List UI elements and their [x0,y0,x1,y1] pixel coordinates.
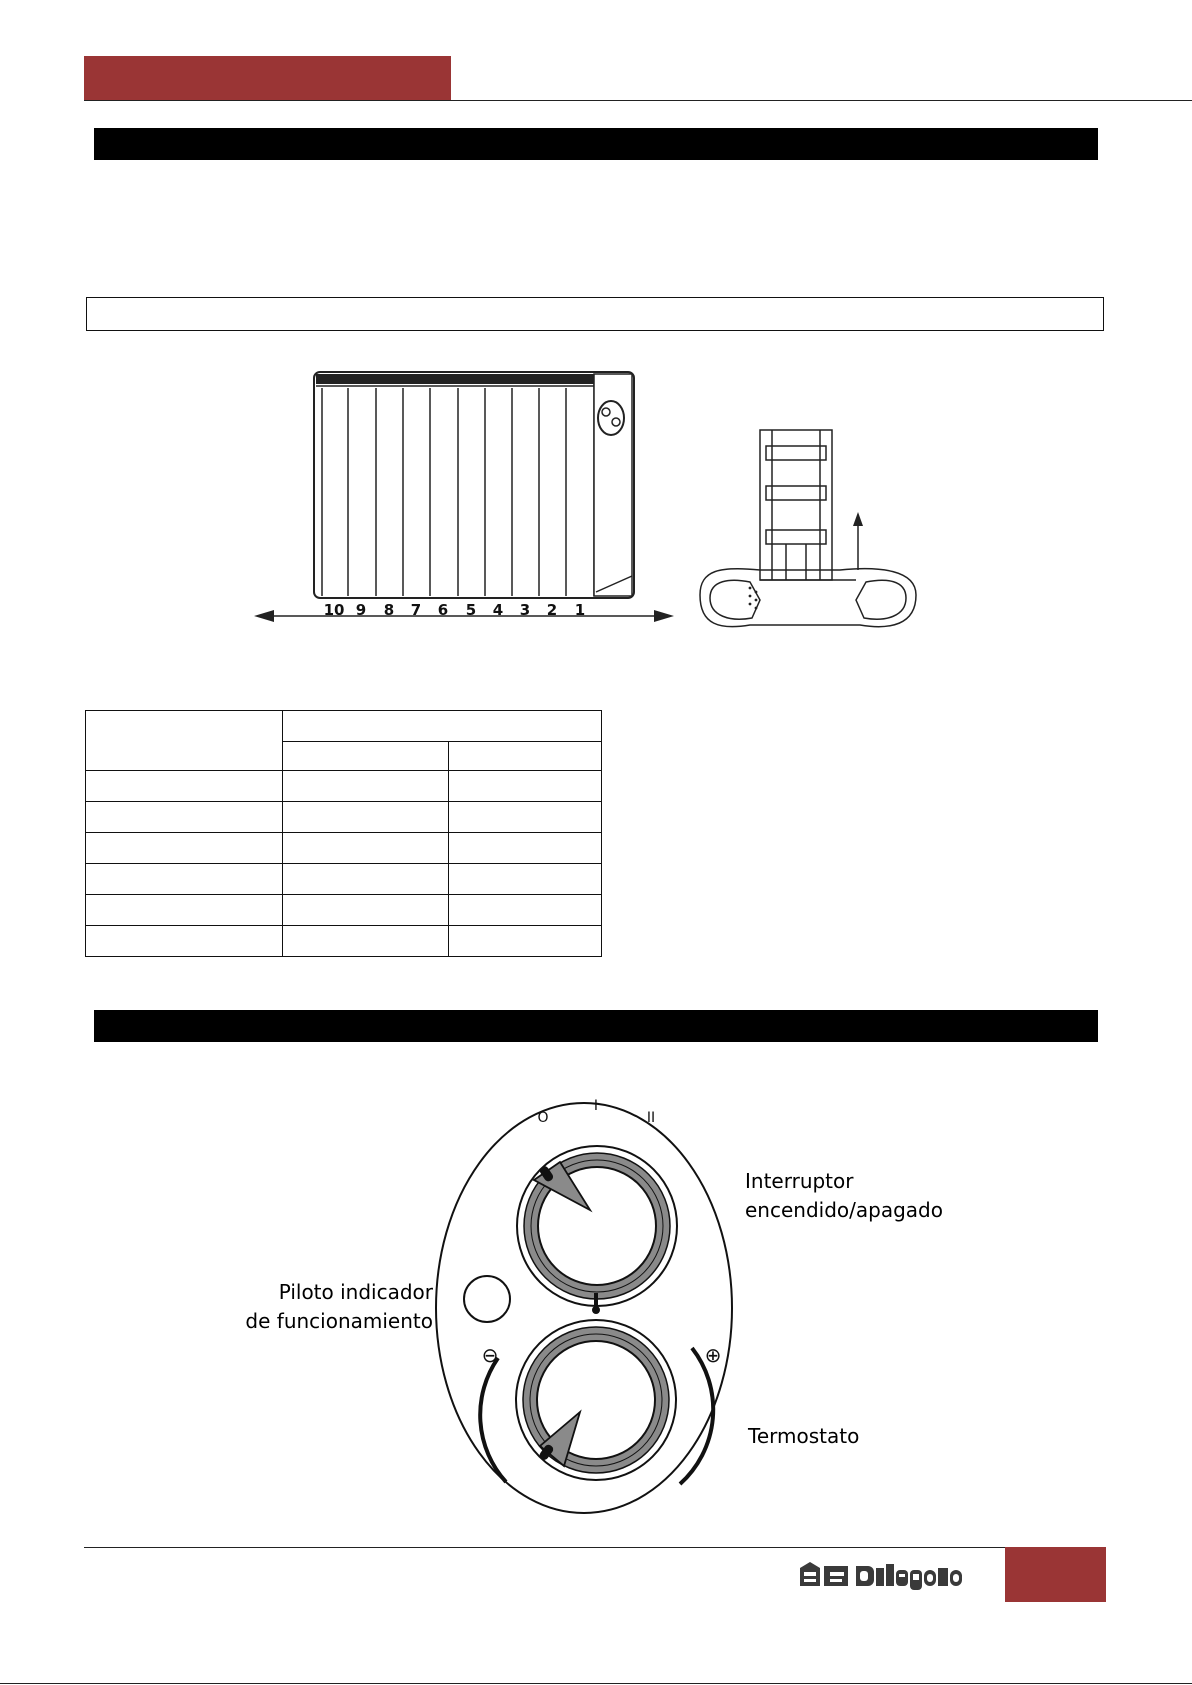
pilot-label-line1: Piloto indicador [278,1280,433,1304]
element-number: 9 [355,601,367,619]
pilot-lamp-icon [464,1276,510,1322]
table-header-cell [448,742,601,771]
radiator-foot-illustration [680,420,940,640]
element-number: 2 [546,601,558,619]
bottom-rule [0,1683,1192,1684]
radiator-front-illustration [250,364,680,634]
element-number: 6 [437,601,449,619]
thermostat-label: Termostato [748,1424,860,1448]
table-header-cell [283,711,602,742]
switch-mark-off: O [537,1110,549,1126]
header-tab [84,56,451,100]
control-panel-illustration [430,1098,740,1518]
minus-icon: ⊖ [481,1343,499,1367]
pilot-callout [220,1278,433,1336]
element-number: 3 [519,601,531,619]
switch-mark-2: II [646,1110,656,1126]
table-header-cell [86,711,283,771]
footer-page-tab [1005,1547,1106,1602]
table-row [86,833,602,864]
table-row [86,802,602,833]
element-number: 8 [383,601,395,619]
plus-icon: ⊕ [704,1343,722,1367]
thermostat-dial [516,1320,676,1480]
table-row [86,771,602,802]
orbegozo-logo-icon [798,1560,993,1590]
switch-mark-1: I [593,1098,599,1114]
pilot-label-line2: de funcionamiento [245,1309,433,1333]
element-number: 4 [492,601,504,619]
footer-rule [84,1547,1006,1548]
table-row [86,895,602,926]
header-rule [84,100,1192,101]
element-number: 5 [465,601,477,619]
spec-table [85,710,602,957]
switch-label-line1: Interruptor [745,1169,854,1193]
section-bar-assembly [94,128,1098,160]
switch-label-line2: encendido/apagado [745,1198,943,1222]
table-row [86,926,602,957]
element-number: 10 [323,601,345,619]
table-row [86,864,602,895]
element-number: 7 [410,601,422,619]
table-header-cell [283,742,449,771]
power-switch-dial [517,1146,677,1306]
framed-note-box [86,297,1104,331]
switch-callout [745,1167,943,1225]
element-number: 1 [574,601,586,619]
section-bar-controls [94,1010,1098,1042]
